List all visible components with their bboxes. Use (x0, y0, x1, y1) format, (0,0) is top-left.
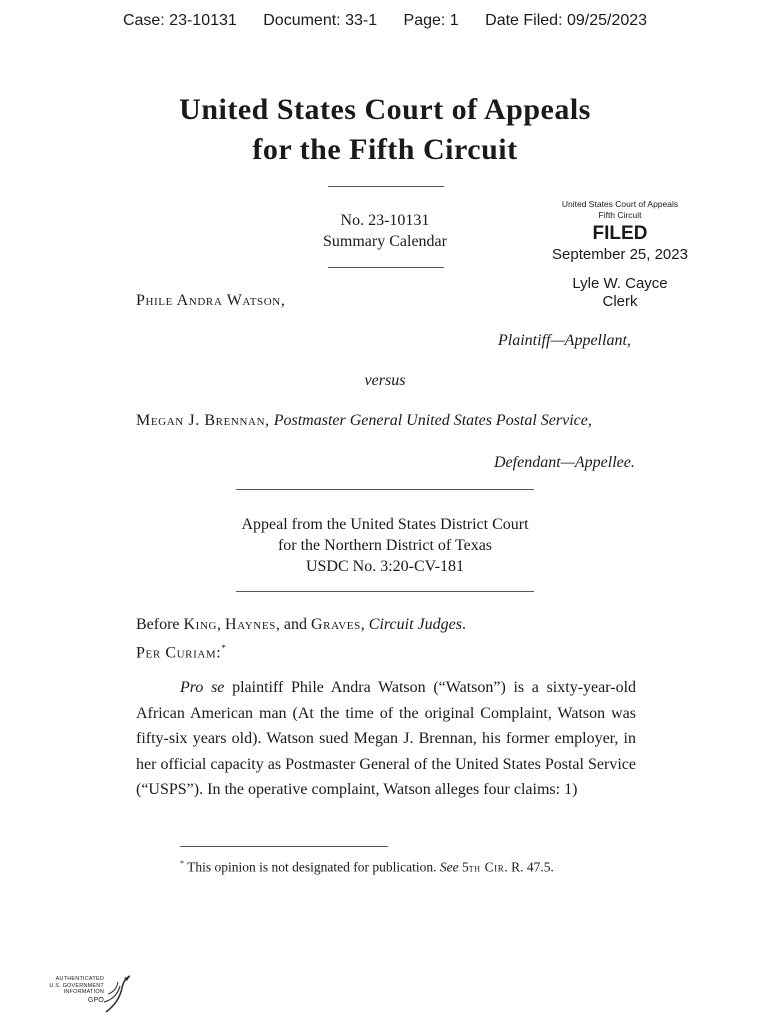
appeal-line-3: USDC No. 3:20-CV-181 (305, 558, 465, 575)
logo-text: U.S. GOVERNMENT (49, 982, 104, 989)
defendant-line (136, 412, 592, 430)
gpo-authentication-logo (44, 972, 134, 1018)
calendar-type: Summary Calendar (323, 233, 447, 250)
separator: , (217, 616, 226, 633)
logo-text: AUTHENTICATED (55, 976, 104, 982)
defendant-name: Megan J. Brennan, (136, 412, 270, 429)
citation-part: . R. 47.5. (504, 859, 554, 875)
opinion-paragraph (136, 675, 636, 803)
logo-text: GPO (87, 996, 104, 1004)
before-label: Before (136, 616, 180, 633)
court-title: United States Court of Appeals (179, 93, 591, 126)
docket-number: No. 23-10131 (340, 212, 430, 229)
stamp-court: United States Court of Appeals (561, 199, 679, 209)
logo-text: INFORMATION (63, 989, 104, 995)
footnote-marker: * (180, 859, 184, 868)
stamp-date: September 25, 2023 (552, 246, 688, 263)
appeal-line-2: for the Northern District of Texas (277, 537, 493, 554)
separator: , and (275, 616, 311, 633)
defendant-title: Postmaster General United States Postal Service, (273, 412, 592, 429)
footnote-text: This opinion is not designated for publication. (184, 859, 440, 875)
citation-part: 5 (458, 859, 469, 875)
footnote-marker: * (221, 643, 226, 653)
document-number-header: Document: 33-1 (263, 12, 378, 29)
separator: , (360, 616, 369, 633)
appeal-info (200, 514, 570, 577)
plaintiff-role: Plaintiff—Appellant, (498, 332, 631, 349)
footnote-divider (180, 846, 388, 847)
plaintiff-name: Phile Andra Watson, (136, 292, 286, 309)
divider (328, 267, 444, 268)
divider (236, 489, 534, 490)
footnote (180, 859, 554, 876)
per-curiam-label: Per Curiam: (136, 644, 222, 662)
stamp-clerk-name: Lyle W. Cayce (572, 275, 668, 292)
judge-name: Haynes (225, 616, 276, 633)
filed-stamp (545, 199, 695, 311)
citation-part: th (468, 862, 481, 875)
pro-se-text: Pro se (180, 679, 225, 696)
judge-name: King (183, 616, 218, 633)
judge-name: Graves (310, 616, 361, 633)
case-number-header: Case: 23-10131 (122, 12, 237, 29)
case-info (300, 210, 470, 252)
per-curiam-line (136, 643, 226, 662)
divider (328, 186, 444, 187)
court-subtitle: for the Fifth Circuit (252, 133, 518, 166)
opinion-text: plaintiff Phile Andra Watson (“Watson”) is a sixty-year-old African American man (At the time of the original Complaint, Watson was fifty-six years old). Watson sued Megan J. Brennan, his former employer, in her official capacity as Postmaster General of the United States Postal Service (“USPS”). In the operative complaint, Watson alleges four claims: 1) (136, 679, 637, 798)
stamp-circuit: Fifth Circuit (598, 210, 642, 220)
citation-part: Cir (480, 859, 505, 875)
see-signal: See (439, 859, 459, 875)
eagle-icon (100, 972, 132, 1016)
judges-title: Circuit Judges (368, 616, 462, 633)
divider (236, 591, 534, 592)
date-filed-header: Date Filed: 09/25/2023 (485, 12, 648, 29)
stamp-filed-label: FILED (592, 223, 648, 244)
period: . (461, 616, 466, 633)
panel-line (136, 616, 466, 634)
case-header (0, 12, 770, 30)
stamp-clerk-title: Clerk (602, 293, 638, 310)
defendant-role: Defendant—Appellee. (494, 454, 635, 471)
versus-label: versus (364, 372, 406, 389)
appeal-line-1: Appeal from the United States District Court (241, 516, 529, 533)
page-number-header: Page: 1 (403, 12, 459, 29)
